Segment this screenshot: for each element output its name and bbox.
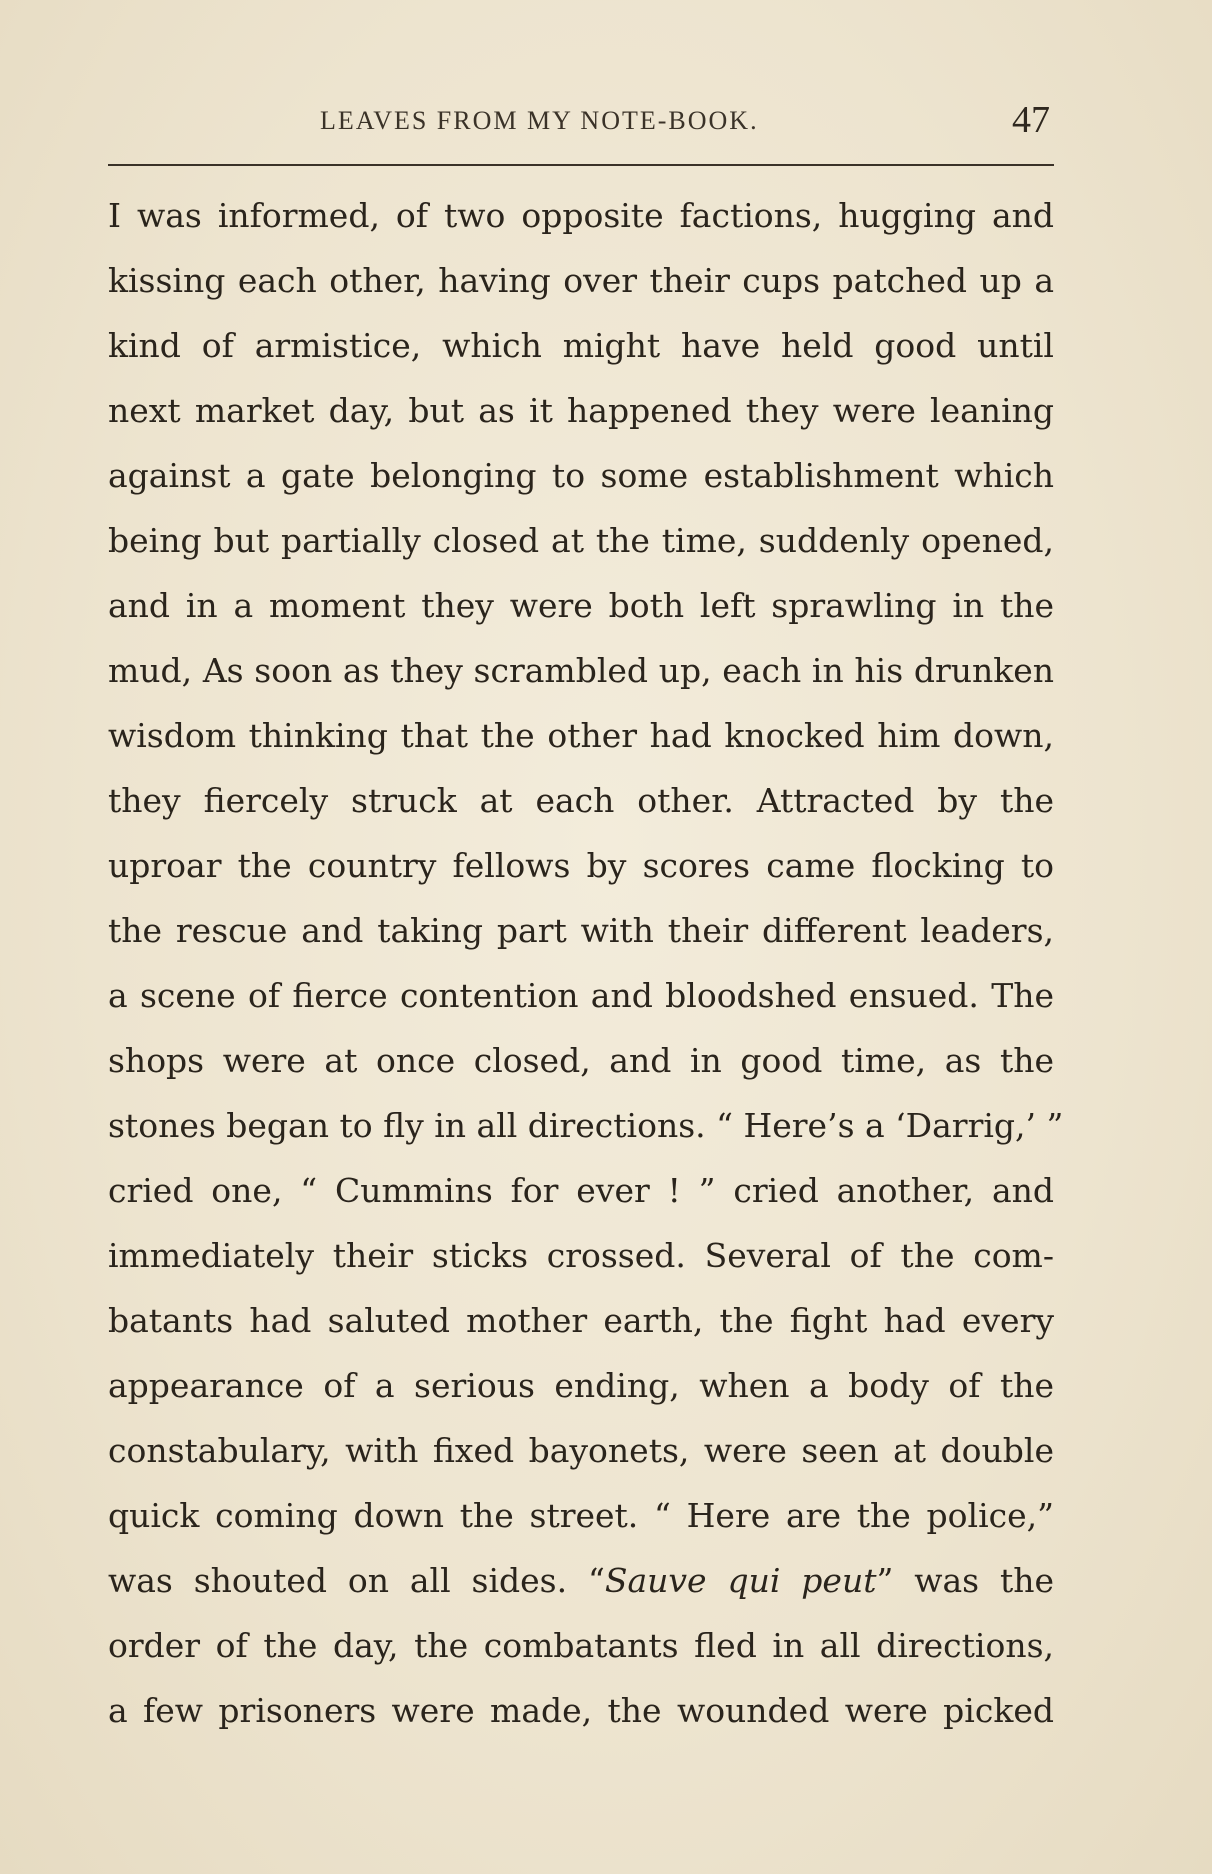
running-head-title: LEAVES FROM MY NOTE-BOOK. [320,106,759,135]
text-line: quick coming down the street. “ Here are the police,” [108,1496,1054,1535]
text-line: kind of armistice, which might have held good until [108,326,1054,365]
text-line: batants had saluted mother earth, the fight had every [108,1301,1054,1340]
header-rule [108,164,1054,166]
body-text [108,183,1064,1743]
text-line: cried one, “ Cummins for ever ! ” cried another, and [108,1171,1054,1210]
text-line-mixed [108,1548,1054,1613]
text-line: being but partially closed at the time, suddenly opened, [108,521,1054,560]
text-line: the rescue and taking part with their different leaders, [108,911,1054,950]
text-line: wisdom thinking that the other had knocked him down, [108,716,1054,755]
text-line: a scene of fierce contention and bloodshed ensued. The [108,976,1054,1015]
text-span: was shouted on all sides. “ [108,1561,605,1600]
text-line: constabulary, with fixed bayonets, were seen at double [108,1431,1054,1470]
text-line: next market day, but as it happened they were leaning [108,391,1054,430]
text-line: uproar the country fellows by scores came flocking to [108,846,1054,885]
text-line: kissing each other, having over their cups patched up a [108,261,1054,300]
text-line: order of the day, the combatants fled in all directions, [108,1626,1054,1665]
text-line: they fiercely struck at each other. Attracted by the [108,781,1054,820]
text-line: shops were at once closed, and in good time, as the [108,1041,1054,1080]
text-line: against a gate belonging to some establishment which [108,456,1054,495]
running-head [0,99,1212,144]
text-span: ” was the [876,1561,1055,1600]
page-number: 47 [1012,99,1050,141]
text-line: a few prisoners were made, the wounded were picked [108,1691,1054,1730]
text-line: immediately their sticks crossed. Several of the com- [108,1236,1054,1275]
italic-phrase: Sauve qui peut [604,1561,877,1600]
text-line: I was informed, of two opposite factions, hugging and [108,196,1054,235]
text-line: stones began to fly in all directions. “ Here’s a ‘Darrig,’ ” [108,1106,1064,1145]
text-line: and in a moment they were both left sprawling in the [108,586,1054,625]
text-line: mud, As soon as they scrambled up, each in his drunken [108,651,1054,690]
text-line: appearance of a serious ending, when a body of the [108,1366,1054,1405]
